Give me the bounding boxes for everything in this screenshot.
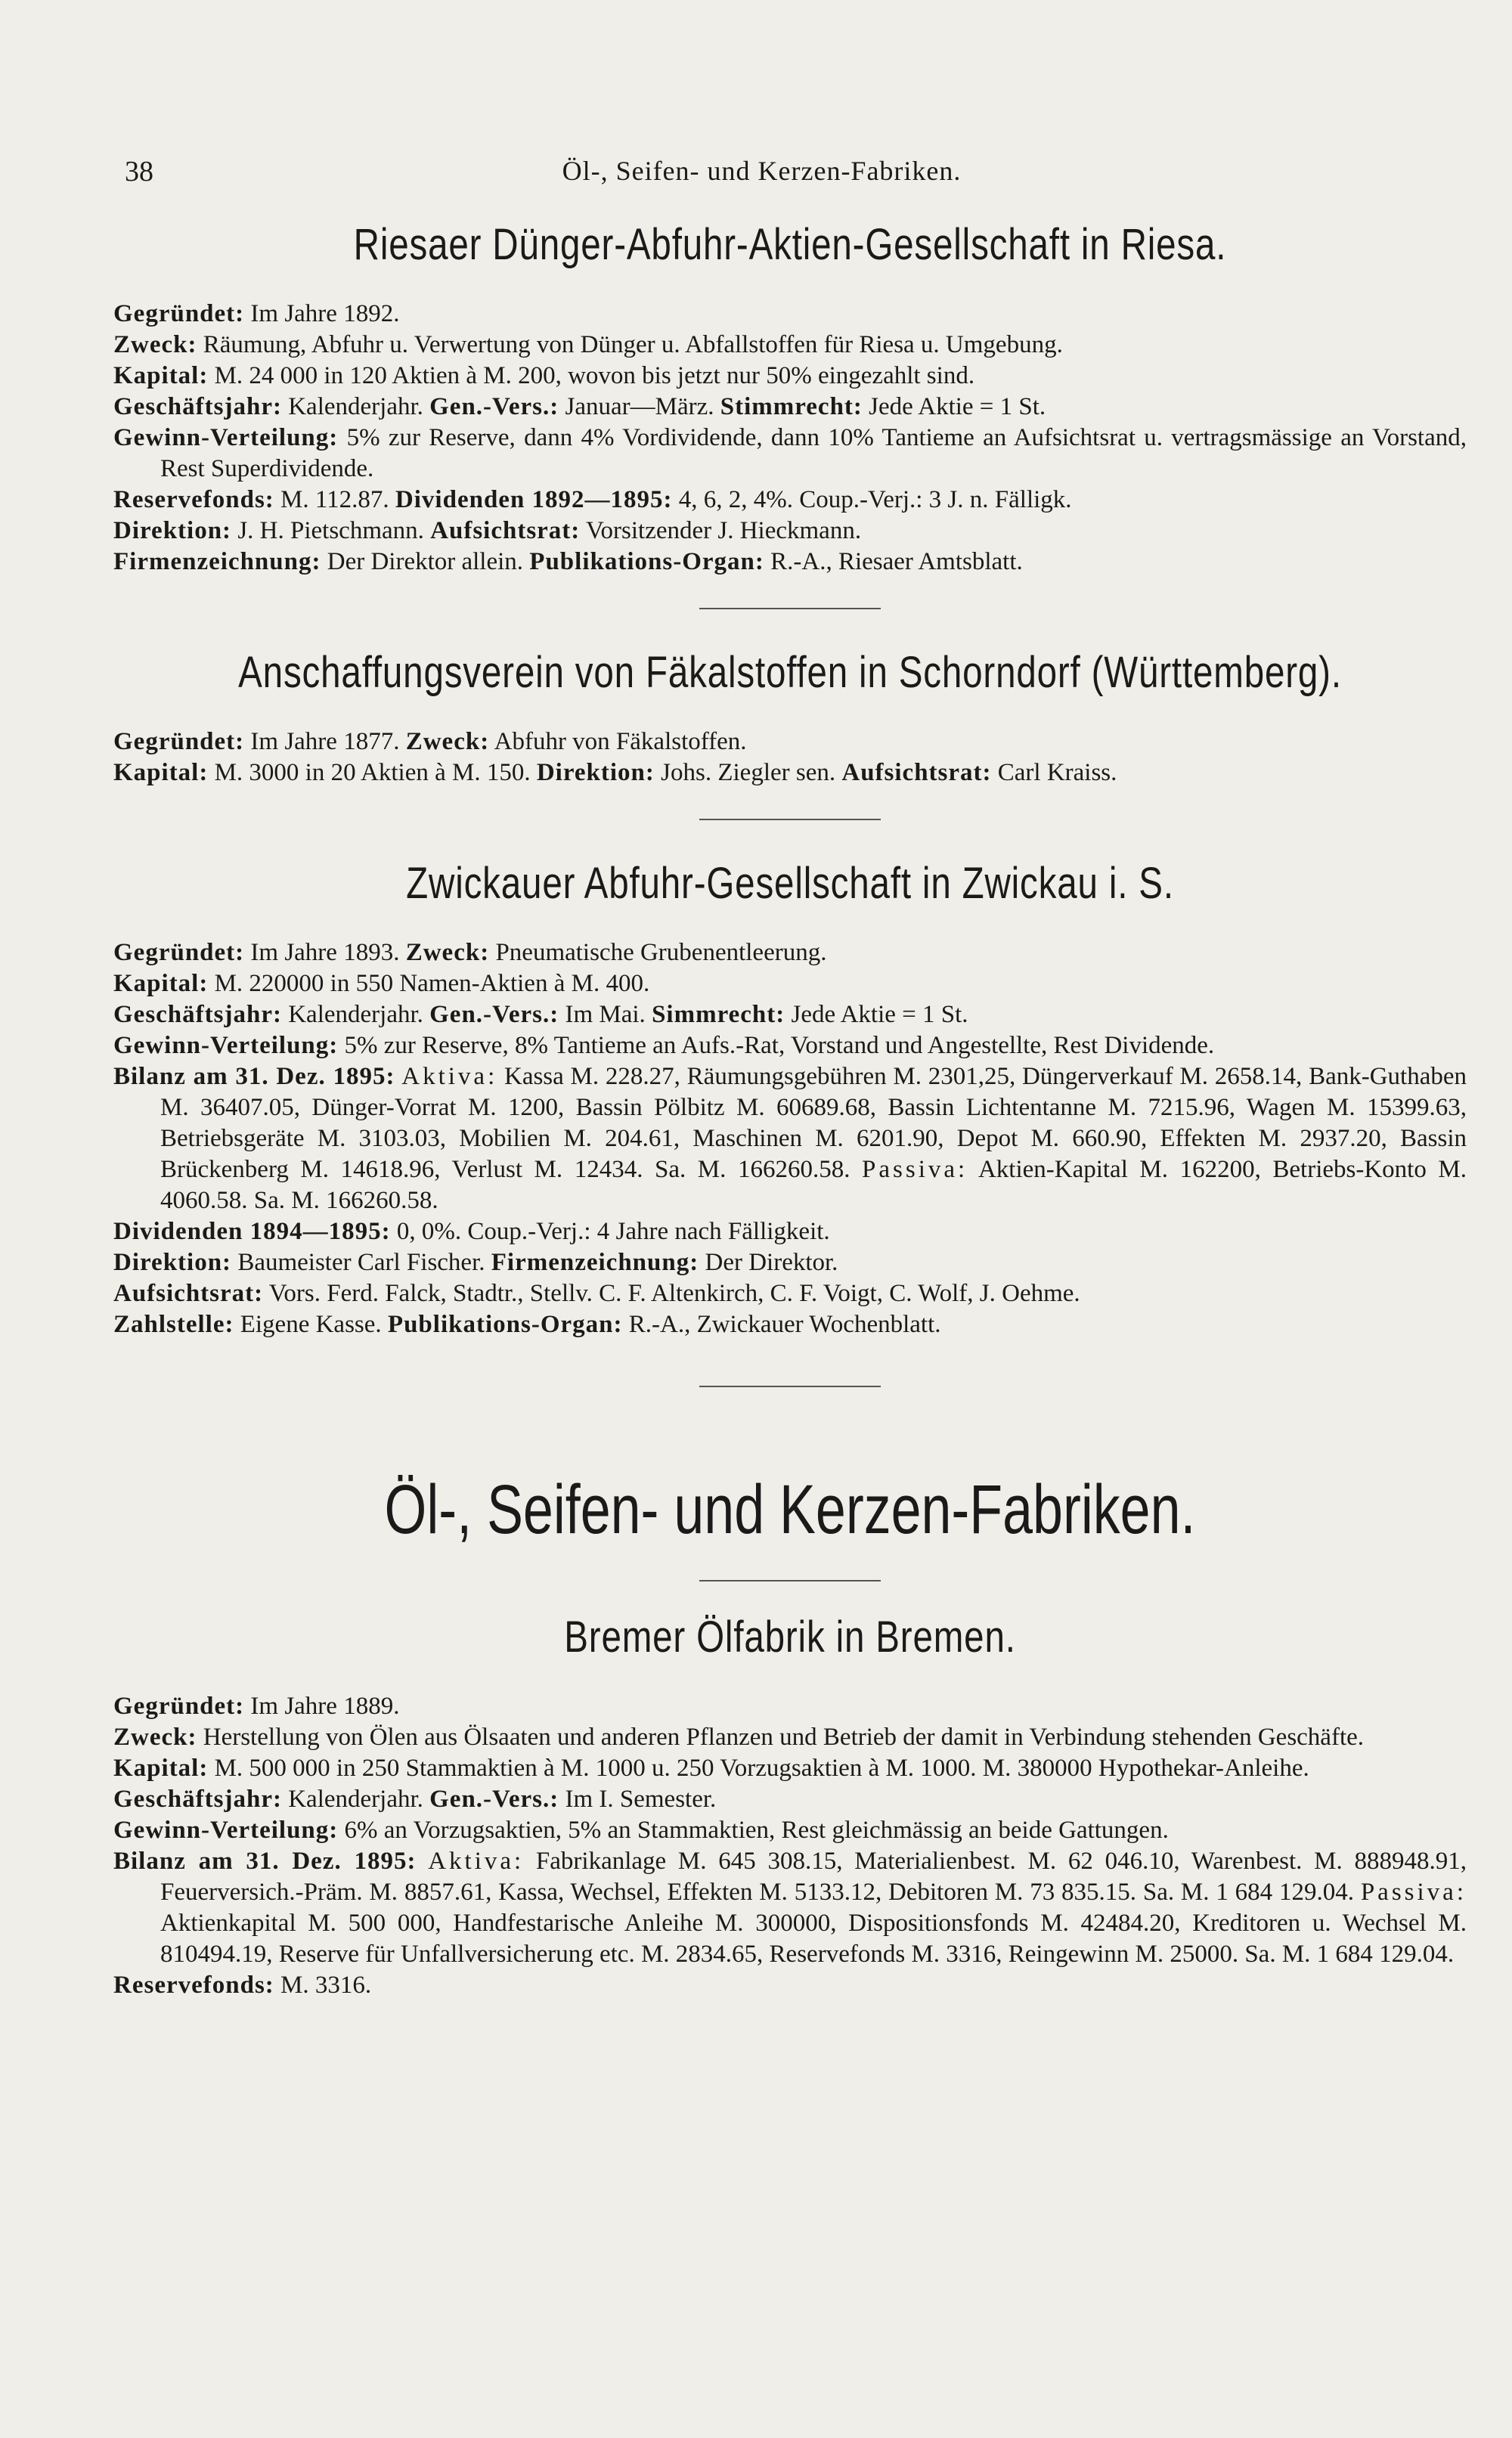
entry-paragraph	[113, 1815, 1467, 1846]
field-label: Geschäftsjahr:	[113, 393, 282, 420]
entry-paragraph	[113, 726, 1467, 757]
field-value: Der Direktor.	[699, 1249, 838, 1276]
entry-paragraph	[113, 1061, 1467, 1216]
field-value: M. 112.87.	[274, 486, 395, 513]
field-value: Räumung, Abfuhr u. Verwertung von Dünger u. Abfallstoffen für Riesa u. Umgebung.	[197, 331, 1063, 358]
company-list	[113, 219, 1467, 1340]
field-value	[395, 1063, 401, 1090]
field-value: Im I. Semester.	[559, 1786, 717, 1813]
running-head	[125, 155, 1399, 193]
entry-paragraph	[113, 423, 1467, 485]
field-label: Gen.-Vers.:	[429, 393, 559, 420]
field-label: Kapital:	[113, 759, 209, 786]
entry-paragraph	[113, 1753, 1467, 1784]
field-label: Dividenden 1894—1895:	[113, 1218, 391, 1245]
field-value: Kalenderjahr.	[281, 393, 430, 420]
field-value: Vorsitzender J. Hieckmann.	[580, 517, 862, 544]
balance-heading: Passiva:	[1360, 1879, 1467, 1906]
field-value: J. H. Pietschmann.	[231, 517, 431, 544]
field-value: Im Jahre 1893.	[244, 939, 406, 966]
field-label: Kapital:	[113, 970, 209, 997]
entry-paragraph	[113, 1691, 1467, 1722]
company-title: Bremer Ölfabrik in Bremen.	[564, 1612, 1016, 1662]
field-label: Bilanz am 31. Dez. 1895:	[113, 1848, 417, 1875]
field-value: R.-A., Riesaer Amtsblatt.	[764, 548, 1023, 575]
field-label: Firmenzeichnung:	[491, 1249, 699, 1276]
running-title: Öl-, Seifen- und Kerzen-Fabriken.	[562, 156, 962, 186]
field-label: Zweck:	[405, 728, 490, 755]
entry-paragraph	[113, 1970, 1467, 2001]
field-label: Geschäftsjahr:	[113, 1786, 282, 1813]
field-value: Vors. Ferd. Falck, Stadtr., Stellv. C. F. Altenkirch, C. F. Voigt, C. Wolf, J. Oehme.	[263, 1280, 1080, 1307]
field-value: Im Jahre 1889.	[244, 1693, 400, 1720]
entry-paragraph	[113, 361, 1467, 392]
divider	[699, 1386, 881, 1387]
field-label: Reservefonds:	[113, 1972, 274, 1999]
entry-paragraph	[113, 1030, 1467, 1061]
field-value: 4, 6, 2, 4%. Coup.-Verj.: 3 J. n. Fälligk.	[672, 486, 1072, 513]
entry-paragraph	[113, 547, 1467, 578]
field-label: Simmrecht:	[652, 1001, 785, 1028]
field-value: Herstellung von Ölen aus Ölsaaten und anderen Pflanzen und Betrieb der damit in Verbindung stehenden Geschäfte.	[197, 1724, 1365, 1751]
field-label: Dividenden 1892—1895:	[395, 486, 673, 513]
field-label: Gegründet:	[113, 300, 245, 327]
entry-paragraph	[113, 1309, 1467, 1340]
field-value	[416, 1848, 428, 1875]
divider	[699, 608, 881, 609]
field-label: Reservefonds:	[113, 486, 274, 513]
field-label: Zweck:	[113, 331, 197, 358]
field-value: M. 3316.	[274, 1972, 372, 1999]
entry-paragraph	[113, 485, 1467, 516]
field-value: Baumeister Carl Fischer.	[231, 1249, 491, 1276]
balance-heading: Passiva:	[862, 1156, 968, 1183]
entry-paragraph	[113, 1278, 1467, 1309]
page-number: 38	[125, 156, 153, 187]
field-label: Geschäftsjahr:	[113, 1001, 282, 1028]
field-value: Kalenderjahr.	[281, 1001, 430, 1028]
company-entry	[113, 219, 1467, 609]
entry-paragraph	[113, 1247, 1467, 1278]
entry-paragraph	[113, 968, 1467, 999]
field-value: Carl Kraiss.	[991, 759, 1117, 786]
field-label: Zahlstelle:	[113, 1311, 234, 1338]
field-value: Eigene Kasse.	[234, 1311, 388, 1338]
field-label: Publikations-Organ:	[529, 548, 764, 575]
entry-paragraph	[113, 392, 1467, 423]
field-value: M. 220000 in 550 Namen-Aktien à M. 400.	[208, 970, 650, 997]
field-value: 5% zur Reserve, 8% Tantieme an Aufs.-Rat, Vorstand und Angestellte, Rest Dividende.	[338, 1032, 1215, 1059]
field-value: Im Mai.	[559, 1001, 652, 1028]
field-label: Gewinn-Verteilung:	[113, 1817, 339, 1844]
field-label: Gen.-Vers.:	[429, 1786, 559, 1813]
divider	[699, 819, 881, 820]
section-title: Öl-, Seifen- und Kerzen-Fabriken.	[384, 1471, 1196, 1548]
field-value: M. 3000 in 20 Aktien à M. 150.	[208, 759, 537, 786]
company-entry-bremen	[113, 1612, 1467, 2001]
field-value: Johs. Ziegler sen.	[654, 759, 842, 786]
field-label: Zweck:	[405, 939, 490, 966]
field-label: Publikations-Organ:	[387, 1311, 623, 1338]
field-value: Im Jahre 1892.	[244, 300, 400, 327]
field-value: Aktien-Kapital M. 162200, Betriebs-Konto M. 4060.58. Sa. M. 166260.58.	[160, 1156, 1467, 1214]
entry-paragraph	[113, 516, 1467, 547]
balance-heading: Aktiva:	[401, 1063, 498, 1090]
field-label: Firmenzeichnung:	[113, 548, 321, 575]
field-label: Direktion:	[536, 759, 655, 786]
field-value: Fabrikanlage M. 645 308.15, Materialienbest. M. 62 046.10, Warenbest. M. 888948.91, Feuerversich.-Präm. M. 8857.61, Kassa, Wechsel, Effekten M. 5133.12, Debitoren M. 73 835.15. Sa. M. 1 684 129.04.	[160, 1848, 1467, 1906]
entry-paragraph	[113, 1722, 1467, 1753]
entry-paragraph	[113, 937, 1467, 968]
entry-paragraph	[113, 330, 1467, 361]
divider	[699, 1580, 881, 1581]
company-entry	[113, 647, 1467, 820]
entry-paragraph	[113, 999, 1467, 1030]
entry-paragraph	[113, 1784, 1467, 1815]
field-value: Pneumatische Grubenentleerung.	[489, 939, 827, 966]
company-title: Zwickauer Abfuhr-Gesellschaft in Zwickau i. S.	[406, 859, 1174, 908]
company-entry	[113, 858, 1467, 1340]
field-value: Abfuhr von Fäkalstoffen.	[489, 728, 747, 755]
field-value: Januar—März.	[559, 393, 720, 420]
field-label: Gegründet:	[113, 728, 245, 755]
field-value: M. 500 000 in 250 Stammaktien à M. 1000 u. 250 Vorzugsaktien à M. 1000. M. 380000 Hypothekar-Anleihe.	[208, 1755, 1309, 1782]
field-label: Stimmrecht:	[720, 393, 863, 420]
field-label: Kapital:	[113, 1755, 209, 1782]
field-value: 0, 0%. Coup.-Verj.: 4 Jahre nach Fälligkeit.	[390, 1218, 830, 1245]
field-label: Gegründet:	[113, 1693, 245, 1720]
entry-paragraph	[113, 757, 1467, 788]
field-value: Jede Aktie = 1 St.	[785, 1001, 968, 1028]
field-value: Kassa M. 228.27, Räumungsgebühren M. 2301,25, Düngerverkauf M. 2658.14, Bank-Guthaben M. 36407.05, Dünger-Vorrat M. 1200, Bassin Pölbitz M. 60689.68, Bassin Lichtentanne M. 7215.96, Wagen M. 15399.63, Betriebsgeräte M. 3103.03, Mobilien M. 204.61, Maschinen M. 6201.90, Depot M. 660.90, Effekten M. 2937.20, Bassin Brückenberg M. 14618.96, Verlust M. 12434. Sa. M. 166260.58.	[160, 1063, 1467, 1183]
entry-paragraph	[113, 1216, 1467, 1247]
field-value: Jede Aktie = 1 St.	[862, 393, 1046, 420]
field-value: Im Jahre 1877.	[244, 728, 406, 755]
field-value: M. 24 000 in 120 Aktien à M. 200, wovon bis jetzt nur 50% eingezahlt sind.	[208, 362, 975, 389]
field-value: 5% zur Reserve, dann 4% Vordividende, dann 10% Tantieme an Aufsichtsrat u. vertragsmässige an Vorstand, Rest Superdividende.	[160, 424, 1467, 482]
entry-paragraph	[113, 299, 1467, 330]
field-label: Direktion:	[113, 1249, 232, 1276]
field-label: Gewinn-Verteilung:	[113, 424, 339, 451]
field-label: Aufsichtsrat:	[113, 1280, 264, 1307]
field-label: Bilanz am 31. Dez. 1895:	[113, 1063, 395, 1090]
field-label: Gegründet:	[113, 939, 245, 966]
company-title: Riesaer Dünger-Abfuhr-Aktien-Gesellschaft in Riesa.	[353, 220, 1227, 269]
field-value: Kalenderjahr.	[281, 1786, 430, 1813]
field-value: Der Direktor allein.	[321, 548, 530, 575]
entry-paragraph	[113, 1846, 1467, 1970]
page-content	[113, 219, 1467, 2001]
balance-heading: Aktiva:	[428, 1848, 525, 1875]
company-title: Anschaffungsverein von Fäkalstoffen in Schorndorf (Württemberg).	[238, 648, 1342, 697]
field-label: Kapital:	[113, 362, 209, 389]
field-value: R.-A., Zwickauer Wochenblatt.	[622, 1311, 941, 1338]
field-value: 6% an Vorzugsaktien, 5% an Stammaktien, Rest gleichmässig an beide Gattungen.	[338, 1817, 1169, 1844]
field-label: Zweck:	[113, 1724, 197, 1751]
field-label: Direktion:	[113, 517, 232, 544]
field-value: Aktienkapital M. 500 000, Handfestarische Anleihe M. 300000, Dispositionsfonds M. 42484.20, Kreditoren u. Wechsel M. 810494.19, Reserve für Unfallversicherung etc. M. 2834.65, Reservefonds M. 3316, Reingewinn M. 25000. Sa. M. 1 684 129.04.	[160, 1910, 1467, 1968]
field-label: Aufsichtsrat:	[430, 517, 581, 544]
field-label: Aufsichtsrat:	[841, 759, 992, 786]
field-label: Gen.-Vers.:	[429, 1001, 559, 1028]
field-label: Gewinn-Verteilung:	[113, 1032, 339, 1059]
